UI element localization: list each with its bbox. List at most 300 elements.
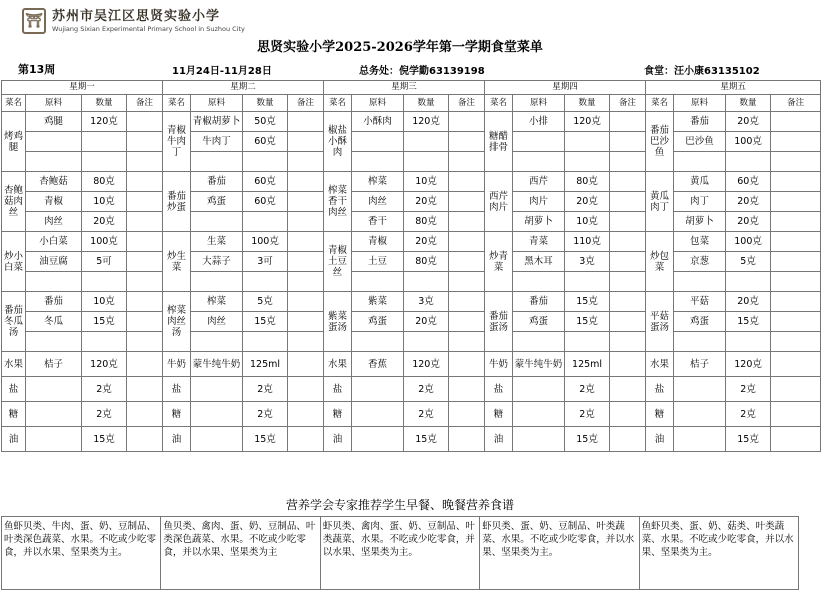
dish-name: 青椒牛肉丁 — [163, 112, 191, 172]
ingredient — [674, 377, 726, 402]
quantity: 125ml — [565, 352, 610, 377]
note — [288, 352, 324, 377]
note — [610, 272, 646, 292]
table-row — [2, 292, 821, 312]
ingredient: 黑木耳 — [513, 252, 565, 272]
col-qty: 数量 — [565, 95, 610, 112]
quantity: 15克 — [82, 427, 127, 452]
ingredient: 冬瓜 — [26, 312, 82, 332]
ingredient — [513, 377, 565, 402]
quantity — [82, 132, 127, 152]
note — [449, 352, 485, 377]
note — [288, 252, 324, 272]
quantity: 2克 — [565, 377, 610, 402]
dish-name: 糖醋排骨 — [485, 112, 513, 172]
date-range: 11月24日-11月28日 — [172, 66, 272, 77]
note — [288, 232, 324, 252]
note — [771, 212, 821, 232]
ingredient: 番茄 — [513, 292, 565, 312]
note — [771, 112, 821, 132]
note — [288, 292, 324, 312]
dish-name: 牛奶 — [485, 352, 513, 377]
note — [449, 212, 485, 232]
dish-name: 黄瓜肉丁 — [646, 172, 674, 232]
note — [610, 132, 646, 152]
table-row — [2, 132, 821, 152]
condiment-name: 盐 — [2, 377, 26, 402]
dish-name: 炒青菜 — [485, 232, 513, 292]
day-thu-header: 星期四 — [485, 81, 646, 95]
note — [127, 152, 163, 172]
note — [288, 132, 324, 152]
dish-name: 番茄蛋汤 — [485, 292, 513, 352]
note — [610, 332, 646, 352]
condiment-name: 盐 — [324, 377, 352, 402]
quantity: 120克 — [726, 352, 771, 377]
quantity: 2克 — [726, 377, 771, 402]
ingredient: 番茄 — [26, 292, 82, 312]
quantity: 2克 — [404, 402, 449, 427]
col-note: 备注 — [771, 95, 821, 112]
dish-name: 青椒土豆丝 — [324, 232, 352, 292]
ingredient: 黄瓜 — [674, 172, 726, 192]
quantity: 2克 — [726, 402, 771, 427]
quantity: 120克 — [565, 112, 610, 132]
quantity: 20克 — [404, 192, 449, 212]
ingredient — [352, 402, 404, 427]
note — [610, 402, 646, 427]
note — [610, 112, 646, 132]
table-row — [2, 402, 821, 427]
quantity — [404, 132, 449, 152]
ingredient — [26, 152, 82, 172]
quantity: 2克 — [82, 402, 127, 427]
week-label: 第13周 — [18, 63, 56, 76]
ingredient — [513, 272, 565, 292]
note — [449, 272, 485, 292]
ingredient — [352, 377, 404, 402]
dish-name: 西芹肉片 — [485, 172, 513, 232]
ingredient — [674, 427, 726, 452]
ingredient — [26, 377, 82, 402]
quantity — [726, 272, 771, 292]
ingredient — [513, 332, 565, 352]
note — [127, 312, 163, 332]
ingredient — [191, 402, 243, 427]
quantity — [82, 152, 127, 172]
quantity: 20克 — [726, 212, 771, 232]
ingredient — [191, 332, 243, 352]
note — [288, 332, 324, 352]
quantity: 5克 — [726, 252, 771, 272]
col-ingredient: 原料 — [352, 95, 404, 112]
table-row — [2, 192, 821, 212]
note — [449, 402, 485, 427]
ingredient: 小排 — [513, 112, 565, 132]
note — [610, 172, 646, 192]
quantity: 2克 — [404, 377, 449, 402]
note — [288, 212, 324, 232]
ingredient — [674, 152, 726, 172]
condiment-name: 盐 — [485, 377, 513, 402]
office-contact: 总务处：倪学勤63139198 — [359, 66, 485, 77]
quantity: 20克 — [404, 232, 449, 252]
col-ingredient: 原料 — [26, 95, 82, 112]
note — [449, 232, 485, 252]
ingredient — [513, 402, 565, 427]
note — [771, 427, 821, 452]
note — [288, 192, 324, 212]
condiment-name: 盐 — [163, 377, 191, 402]
condiment-name: 油 — [324, 427, 352, 452]
dish-name: 番茄巴沙鱼 — [646, 112, 674, 172]
ingredient: 鸡蛋 — [191, 192, 243, 212]
note — [449, 377, 485, 402]
note — [288, 172, 324, 192]
quantity: 60克 — [726, 172, 771, 192]
note — [449, 427, 485, 452]
ingredient: 肉丝 — [352, 192, 404, 212]
note — [449, 172, 485, 192]
quantity — [243, 212, 288, 232]
col-dish: 菜名 — [646, 95, 674, 112]
table-row — [2, 352, 821, 377]
ingredient: 香干 — [352, 212, 404, 232]
menu-table — [1, 80, 821, 452]
ingredient: 平菇 — [674, 292, 726, 312]
quantity: 10克 — [404, 172, 449, 192]
quantity: 2克 — [243, 402, 288, 427]
note — [610, 352, 646, 377]
note — [127, 402, 163, 427]
note — [127, 132, 163, 152]
quantity: 100克 — [82, 232, 127, 252]
dish-name: 水果 — [324, 352, 352, 377]
col-dish: 菜名 — [324, 95, 352, 112]
ingredient: 桔子 — [26, 352, 82, 377]
quantity: 15克 — [565, 427, 610, 452]
ingredient: 生菜 — [191, 232, 243, 252]
dish-name: 番茄炒蛋 — [163, 172, 191, 232]
school-emblem-icon: ⛩ — [22, 8, 46, 34]
note — [610, 152, 646, 172]
day-mon-header: 星期一 — [2, 81, 163, 95]
quantity: 2克 — [565, 402, 610, 427]
condiment-name: 盐 — [646, 377, 674, 402]
ingredient: 杏鲍菇 — [26, 172, 82, 192]
quantity: 15克 — [726, 427, 771, 452]
ingredient: 牛肉丁 — [191, 132, 243, 152]
school-name-en: Wujiang Sixian Experimental Primary School in Suzhou City — [52, 25, 245, 33]
quantity: 20克 — [82, 212, 127, 232]
day-wed-header: 星期三 — [324, 81, 485, 95]
note — [771, 272, 821, 292]
nutrition-item-fri: 鱼虾贝类、蛋、奶、菇类、叶类蔬菜、水果。不吃或少吃零食，并以水果、坚果类为主。 — [641, 521, 794, 558]
quantity: 20克 — [726, 192, 771, 212]
note — [771, 292, 821, 312]
ingredient — [352, 427, 404, 452]
ingredient: 香蕉 — [352, 352, 404, 377]
ingredient: 青椒 — [26, 192, 82, 212]
quantity: 15克 — [82, 312, 127, 332]
condiment-name: 油 — [646, 427, 674, 452]
quantity: 3克 — [565, 252, 610, 272]
col-ingredient: 原料 — [191, 95, 243, 112]
nutrition-item-wed: 虾贝类、禽肉、蛋、奶、豆制品、叶类蔬菜、水果。不吃或少吃零食，并以水果、坚果类为主。 — [321, 517, 480, 589]
ingredient: 小白菜 — [26, 232, 82, 252]
canteen-contact: 食堂：汪小康63135102 — [644, 66, 760, 77]
quantity — [565, 272, 610, 292]
nutrition-item-thu: 虾贝类、蛋、奶、豆制品、叶类蔬菜、水果。不吃或少吃零食，并以水果、坚果类为主。 — [480, 517, 639, 589]
ingredient: 肉片 — [513, 192, 565, 212]
note — [771, 377, 821, 402]
note — [610, 312, 646, 332]
ingredient — [26, 272, 82, 292]
note — [127, 352, 163, 377]
quantity: 125ml — [243, 352, 288, 377]
dish-name: 炒包菜 — [646, 232, 674, 292]
ingredient: 小酥肉 — [352, 112, 404, 132]
table-row — [2, 172, 821, 192]
ingredient: 番茄 — [191, 172, 243, 192]
condiment-name: 糖 — [324, 402, 352, 427]
ingredient — [352, 332, 404, 352]
note — [610, 377, 646, 402]
col-ingredient: 原料 — [513, 95, 565, 112]
quantity: 110克 — [565, 232, 610, 252]
dish-name: 水果 — [2, 352, 26, 377]
quantity: 80克 — [404, 252, 449, 272]
quantity — [82, 272, 127, 292]
table-row — [2, 377, 821, 402]
col-qty: 数量 — [726, 95, 771, 112]
ingredient — [191, 152, 243, 172]
note — [127, 377, 163, 402]
ingredient: 青菜 — [513, 232, 565, 252]
dish-name: 炒生菜 — [163, 232, 191, 292]
day-header-row — [2, 81, 821, 95]
ingredient: 胡萝卜 — [513, 212, 565, 232]
note — [771, 252, 821, 272]
ingredient: 鸡蛋 — [674, 312, 726, 332]
note — [288, 377, 324, 402]
quantity: 20克 — [726, 292, 771, 312]
ingredient — [26, 132, 82, 152]
quantity — [565, 152, 610, 172]
quantity — [565, 132, 610, 152]
condiment-name: 油 — [485, 427, 513, 452]
ingredient: 大蒜子 — [191, 252, 243, 272]
dish-name: 榨菜肉丝汤 — [163, 292, 191, 352]
note — [771, 132, 821, 152]
dish-name: 紫菜蛋汤 — [324, 292, 352, 352]
note — [771, 312, 821, 332]
note — [610, 427, 646, 452]
ingredient: 鸡腿 — [26, 112, 82, 132]
ingredient: 巴沙鱼 — [674, 132, 726, 152]
ingredient: 京葱 — [674, 252, 726, 272]
ingredient: 胡萝卜 — [674, 212, 726, 232]
col-note: 备注 — [449, 95, 485, 112]
col-dish: 菜名 — [163, 95, 191, 112]
note — [610, 232, 646, 252]
note — [288, 402, 324, 427]
quantity: 5可 — [82, 252, 127, 272]
note — [771, 232, 821, 252]
ingredient: 蒙牛纯牛奶 — [513, 352, 565, 377]
table-row — [2, 427, 821, 452]
dish-name: 水果 — [646, 352, 674, 377]
school-name-cn: 苏州市吴江区思贤实验小学 — [52, 9, 221, 24]
table-row — [2, 152, 821, 172]
ingredient: 蒙牛纯牛奶 — [191, 352, 243, 377]
quantity: 10克 — [82, 292, 127, 312]
dish-name: 炒小白菜 — [2, 232, 26, 292]
note — [610, 252, 646, 272]
quantity: 120克 — [82, 352, 127, 377]
dish-name: 椒盐小酥肉 — [324, 112, 352, 172]
note — [449, 112, 485, 132]
col-qty: 数量 — [243, 95, 288, 112]
quantity — [404, 332, 449, 352]
note — [449, 252, 485, 272]
quantity: 60克 — [243, 172, 288, 192]
ingredient: 榨菜 — [352, 172, 404, 192]
quantity: 15克 — [243, 427, 288, 452]
nutrition-title: 营养学会专家推荐学生早餐、晚餐营养食谱 — [285, 498, 514, 512]
note — [449, 192, 485, 212]
ingredient: 青椒胡萝卜 — [191, 112, 243, 132]
ingredient — [352, 152, 404, 172]
col-note: 备注 — [610, 95, 646, 112]
quantity — [726, 152, 771, 172]
quantity: 10克 — [565, 212, 610, 232]
note — [288, 427, 324, 452]
school-logo — [22, 4, 245, 38]
ingredient: 肉丁 — [674, 192, 726, 212]
ingredient — [513, 132, 565, 152]
quantity: 2克 — [82, 377, 127, 402]
day-fri-header: 星期五 — [646, 81, 821, 95]
ingredient: 桔子 — [674, 352, 726, 377]
quantity — [243, 332, 288, 352]
note — [610, 212, 646, 232]
quantity: 5克 — [243, 292, 288, 312]
note — [771, 332, 821, 352]
ingredient — [191, 377, 243, 402]
nutrition-item-tue: 鱼贝类、禽肉、蛋、奶、豆制品、叶类深色蔬菜、水果。不吃或少吃零食，并以水果、坚果类为主 — [161, 517, 320, 589]
note — [610, 292, 646, 312]
note — [127, 252, 163, 272]
ingredient: 青椒 — [352, 232, 404, 252]
note — [127, 427, 163, 452]
quantity — [243, 152, 288, 172]
quantity: 20克 — [404, 312, 449, 332]
note — [771, 192, 821, 212]
note — [288, 112, 324, 132]
quantity — [404, 152, 449, 172]
note — [288, 312, 324, 332]
ingredient — [26, 402, 82, 427]
ingredient: 鸡蛋 — [352, 312, 404, 332]
col-qty: 数量 — [404, 95, 449, 112]
ingredient: 肉丝 — [26, 212, 82, 232]
ingredient — [674, 402, 726, 427]
ingredient: 紫菜 — [352, 292, 404, 312]
note — [449, 132, 485, 152]
dish-name: 杏鲍菇肉丝 — [2, 172, 26, 232]
school-name — [52, 9, 245, 33]
ingredient — [191, 272, 243, 292]
ingredient — [191, 212, 243, 232]
quantity: 120克 — [82, 112, 127, 132]
day-tue-header: 星期二 — [163, 81, 324, 95]
note — [288, 152, 324, 172]
quantity: 20克 — [565, 192, 610, 212]
quantity — [404, 272, 449, 292]
quantity: 120克 — [404, 112, 449, 132]
quantity — [82, 332, 127, 352]
table-row — [2, 252, 821, 272]
nutrition-grid — [1, 516, 799, 590]
ingredient: 鸡蛋 — [513, 312, 565, 332]
note — [127, 172, 163, 192]
quantity: 3可 — [243, 252, 288, 272]
quantity: 15克 — [404, 427, 449, 452]
quantity: 10克 — [82, 192, 127, 212]
quantity: 50克 — [243, 112, 288, 132]
note — [449, 312, 485, 332]
dish-name: 烤鸡腿 — [2, 112, 26, 172]
condiment-name: 糖 — [646, 402, 674, 427]
note — [449, 292, 485, 312]
page-title: 思贤实验小学2025-2026学年第一学期食堂菜单 — [257, 40, 543, 55]
quantity: 15克 — [565, 312, 610, 332]
table-row — [2, 272, 821, 292]
col-qty: 数量 — [82, 95, 127, 112]
condiment-name: 油 — [2, 427, 26, 452]
note — [771, 402, 821, 427]
quantity: 15克 — [726, 312, 771, 332]
condiment-name: 油 — [163, 427, 191, 452]
menu-subheader — [4, 60, 798, 78]
note — [127, 192, 163, 212]
col-ingredient: 原料 — [674, 95, 726, 112]
quantity — [243, 272, 288, 292]
ingredient: 油豆腐 — [26, 252, 82, 272]
note — [127, 232, 163, 252]
col-dish: 菜名 — [2, 95, 26, 112]
table-row — [2, 312, 821, 332]
ingredient: 肉丝 — [191, 312, 243, 332]
ingredient — [352, 132, 404, 152]
quantity: 100克 — [243, 232, 288, 252]
ingredient — [674, 272, 726, 292]
dish-name: 平菇蛋汤 — [646, 292, 674, 352]
quantity: 60克 — [243, 132, 288, 152]
col-note: 备注 — [288, 95, 324, 112]
quantity: 80克 — [82, 172, 127, 192]
quantity: 120克 — [404, 352, 449, 377]
ingredient — [674, 332, 726, 352]
dish-name: 榨菜香干肉丝 — [324, 172, 352, 232]
dish-name: 番茄冬瓜汤 — [2, 292, 26, 352]
ingredient — [513, 152, 565, 172]
note — [449, 152, 485, 172]
quantity: 80克 — [404, 212, 449, 232]
condiment-name: 糖 — [163, 402, 191, 427]
nutrition-item-mon: 鱼虾贝类、牛肉、蛋、奶、豆制品、叶类深色蔬菜、水果。不吃或少吃零食，并以水果、坚果类为主。 — [2, 517, 161, 589]
